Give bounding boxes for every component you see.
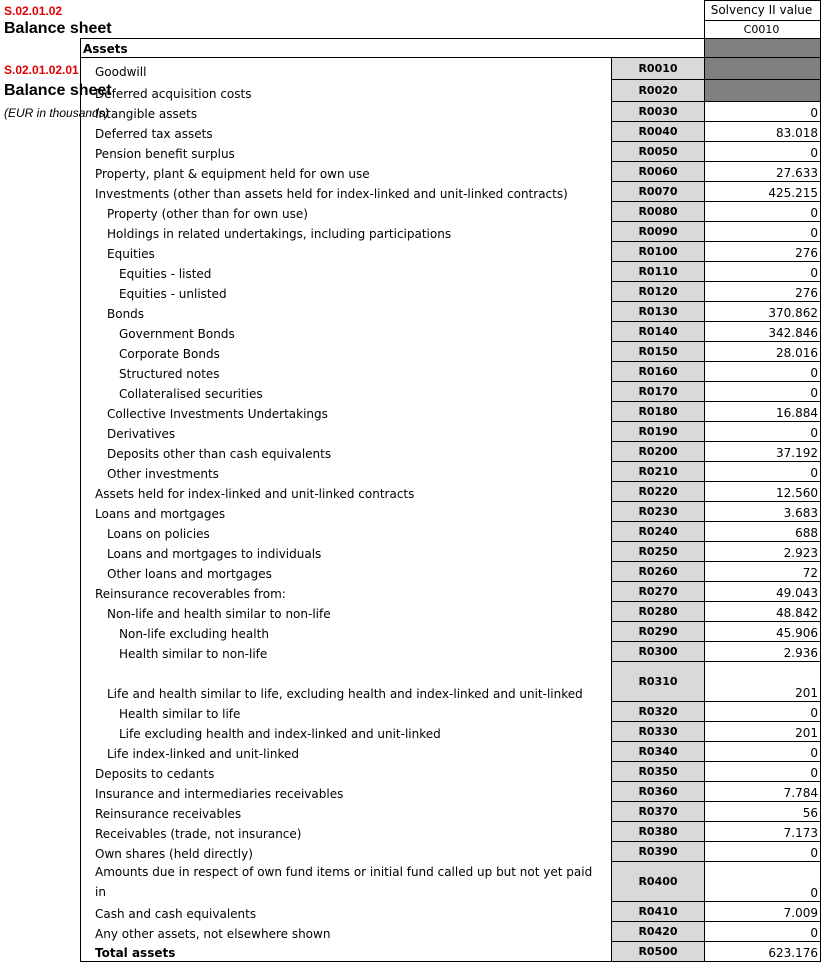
table-row [81, 922, 821, 942]
row-label: Health similar to life [81, 702, 612, 722]
row-value: 276 [705, 242, 821, 262]
subtitle: Balance sheet [4, 82, 112, 99]
row-value: 0 [705, 922, 821, 942]
table-row [81, 322, 821, 342]
row-value: 3.683 [705, 502, 821, 522]
row-label: Government Bonds [81, 322, 612, 342]
row-code: R0180 [612, 402, 705, 422]
row-code: R0050 [612, 142, 705, 162]
table-row [81, 102, 821, 122]
row-label: Structured notes [81, 362, 612, 382]
row-label: Equities [81, 242, 612, 262]
row-code: R0320 [612, 702, 705, 722]
table-row [81, 122, 821, 142]
table-row [81, 522, 821, 542]
table-row [81, 442, 821, 462]
table-row [81, 482, 821, 502]
row-label: Reinsurance recoverables from: [81, 582, 612, 602]
row-label: Deferred tax assets [81, 122, 612, 142]
row-value [705, 58, 821, 80]
units-note: (EUR in thousands) [4, 106, 109, 120]
row-code: R0160 [612, 362, 705, 382]
table-row [81, 902, 821, 922]
row-value: 28.016 [705, 342, 821, 362]
row-code: R0100 [612, 242, 705, 262]
row-label: Own shares (held directly) [81, 842, 612, 862]
table-row [81, 602, 821, 622]
row-code: R0040 [612, 122, 705, 142]
row-label: Intangible assets [81, 102, 612, 122]
row-code: R0400 [612, 862, 705, 902]
row-value: 623.176 [705, 942, 821, 962]
row-value: 48.842 [705, 602, 821, 622]
row-code: R0270 [612, 582, 705, 602]
row-code: R0210 [612, 462, 705, 482]
row-label: Collective Investments Undertakings [81, 402, 612, 422]
row-code: R0130 [612, 302, 705, 322]
row-code: R0370 [612, 802, 705, 822]
row-code: R0110 [612, 262, 705, 282]
subtemplate-code: S.02.01.02.01 [4, 63, 79, 77]
row-value: 0 [705, 222, 821, 242]
row-value: 0 [705, 762, 821, 782]
row-label: Total assets [81, 942, 612, 962]
row-value: 0 [705, 862, 821, 902]
table-row [81, 202, 821, 222]
page-title: Balance sheet [4, 20, 112, 37]
row-code: R0250 [612, 542, 705, 562]
row-label: Receivables (trade, not insurance) [81, 822, 612, 842]
row-label: Amounts due in respect of own fund items or initial fund called up but not yet paid in [81, 862, 612, 902]
row-value: 201 [705, 662, 821, 702]
row-label: Deferred acquisition costs [81, 80, 612, 102]
row-code: R0240 [612, 522, 705, 542]
row-code: R0060 [612, 162, 705, 182]
row-label: Derivatives [81, 422, 612, 442]
balance-sheet-table [80, 38, 821, 962]
table-row [81, 542, 821, 562]
table-row [81, 342, 821, 362]
row-code: R0030 [612, 102, 705, 122]
row-code: R0420 [612, 922, 705, 942]
table-row [81, 382, 821, 402]
row-code: R0350 [612, 762, 705, 782]
row-value: 0 [705, 422, 821, 442]
row-label: Other loans and mortgages [81, 562, 612, 582]
table-row [81, 642, 821, 662]
row-code: R0230 [612, 502, 705, 522]
row-label: Investments (other than assets held for index-linked and unit-linked contracts) [81, 182, 612, 202]
row-label: Non-life excluding health [81, 622, 612, 642]
column-title: Solvency II value [710, 3, 813, 17]
row-code: R0120 [612, 282, 705, 302]
row-value: 0 [705, 462, 821, 482]
row-label: Deposits to cedants [81, 762, 612, 782]
row-code: R0360 [612, 782, 705, 802]
row-value: 2.923 [705, 542, 821, 562]
row-value: 0 [705, 702, 821, 722]
row-label: Life excluding health and index-linked and unit-linked [81, 722, 612, 742]
row-label: Assets held for index-linked and unit-linked contracts [81, 482, 612, 502]
row-value: 2.936 [705, 642, 821, 662]
table-row [81, 702, 821, 722]
row-value: 72 [705, 562, 821, 582]
row-value: 0 [705, 262, 821, 282]
row-value: 342.846 [705, 322, 821, 342]
row-label: Equities - unlisted [81, 282, 612, 302]
row-label: Holdings in related undertakings, including participations [81, 222, 612, 242]
table-row [81, 802, 821, 822]
row-value: 0 [705, 742, 821, 762]
section-heading-value [705, 39, 821, 58]
table-row [81, 262, 821, 282]
row-label: Corporate Bonds [81, 342, 612, 362]
row-label: Cash and cash equivalents [81, 902, 612, 922]
row-code: R0150 [612, 342, 705, 362]
table-row [81, 80, 821, 102]
row-value: 56 [705, 802, 821, 822]
row-label: Non-life and health similar to non-life [81, 602, 612, 622]
row-code: R0330 [612, 722, 705, 742]
row-code: R0190 [612, 422, 705, 442]
row-value: 0 [705, 362, 821, 382]
row-value: 0 [705, 202, 821, 222]
row-value: 45.906 [705, 622, 821, 642]
table-row [81, 402, 821, 422]
table-row [81, 362, 821, 382]
row-code: R0280 [612, 602, 705, 622]
row-label: Insurance and intermediaries receivables [81, 782, 612, 802]
row-code: R0390 [612, 842, 705, 862]
table-row [81, 942, 821, 962]
row-label: Other investments [81, 462, 612, 482]
row-label: Life index-linked and unit-linked [81, 742, 612, 762]
row-value: 0 [705, 842, 821, 862]
table-row [81, 462, 821, 482]
table-row [81, 662, 821, 702]
table-row [81, 242, 821, 262]
row-value: 12.560 [705, 482, 821, 502]
row-value: 16.884 [705, 402, 821, 422]
table-row [81, 742, 821, 762]
row-label: Deposits other than cash equivalents [81, 442, 612, 462]
row-label: Loans and mortgages [81, 502, 612, 522]
row-value [705, 80, 821, 102]
row-value: 425.215 [705, 182, 821, 202]
row-label: Equities - listed [81, 262, 612, 282]
table-row [81, 822, 821, 842]
row-code: R0080 [612, 202, 705, 222]
row-code: R0310 [612, 662, 705, 702]
row-label: Life and health similar to life, excluding health and index-linked and unit-linked [81, 662, 612, 702]
row-value: 370.862 [705, 302, 821, 322]
row-value: 7.173 [705, 822, 821, 842]
row-label: Loans on policies [81, 522, 612, 542]
row-label: Bonds [81, 302, 612, 322]
row-label: Pension benefit surplus [81, 142, 612, 162]
table-row [81, 862, 821, 902]
table-row [81, 502, 821, 522]
table-row [81, 182, 821, 202]
table-row [81, 422, 821, 442]
row-code: R0380 [612, 822, 705, 842]
row-label: Health similar to non-life [81, 642, 612, 662]
column-code: C0010 [743, 23, 780, 36]
table-row [81, 782, 821, 802]
table-row [81, 142, 821, 162]
table-row [81, 562, 821, 582]
row-label: Property, plant & equipment held for own use [81, 162, 612, 182]
row-code: R0010 [612, 58, 705, 80]
table-row [81, 162, 821, 182]
table-row [81, 722, 821, 742]
row-code: R0140 [612, 322, 705, 342]
row-value: 688 [705, 522, 821, 542]
row-label: Goodwill [81, 58, 612, 80]
row-code: R0090 [612, 222, 705, 242]
row-code: R0340 [612, 742, 705, 762]
row-label: Reinsurance receivables [81, 802, 612, 822]
row-value: 7.784 [705, 782, 821, 802]
row-label: Collateralised securities [81, 382, 612, 402]
row-value: 27.633 [705, 162, 821, 182]
table-row [81, 58, 821, 80]
table-row [81, 842, 821, 862]
row-label: Any other assets, not elsewhere shown [81, 922, 612, 942]
row-value: 7.009 [705, 902, 821, 922]
row-code: R0200 [612, 442, 705, 462]
row-value: 276 [705, 282, 821, 302]
row-code: R0290 [612, 622, 705, 642]
row-code: R0070 [612, 182, 705, 202]
row-code: R0170 [612, 382, 705, 402]
row-code: R0220 [612, 482, 705, 502]
row-value: 0 [705, 102, 821, 122]
table-row [81, 762, 821, 782]
row-value: 83.018 [705, 122, 821, 142]
row-label: Loans and mortgages to individuals [81, 542, 612, 562]
row-value: 37.192 [705, 442, 821, 462]
row-value: 0 [705, 382, 821, 402]
table-row [81, 302, 821, 322]
row-code: R0410 [612, 902, 705, 922]
template-code: S.02.01.02 [4, 4, 63, 18]
row-value: 201 [705, 722, 821, 742]
table-row [81, 622, 821, 642]
table-row [81, 222, 821, 242]
section-heading: Assets [81, 39, 705, 58]
row-code: R0500 [612, 942, 705, 962]
row-code: R0020 [612, 80, 705, 102]
row-value: 49.043 [705, 582, 821, 602]
row-value: 0 [705, 142, 821, 162]
table-row [81, 582, 821, 602]
row-code: R0300 [612, 642, 705, 662]
row-label: Property (other than for own use) [81, 202, 612, 222]
table-row [81, 282, 821, 302]
row-code: R0260 [612, 562, 705, 582]
